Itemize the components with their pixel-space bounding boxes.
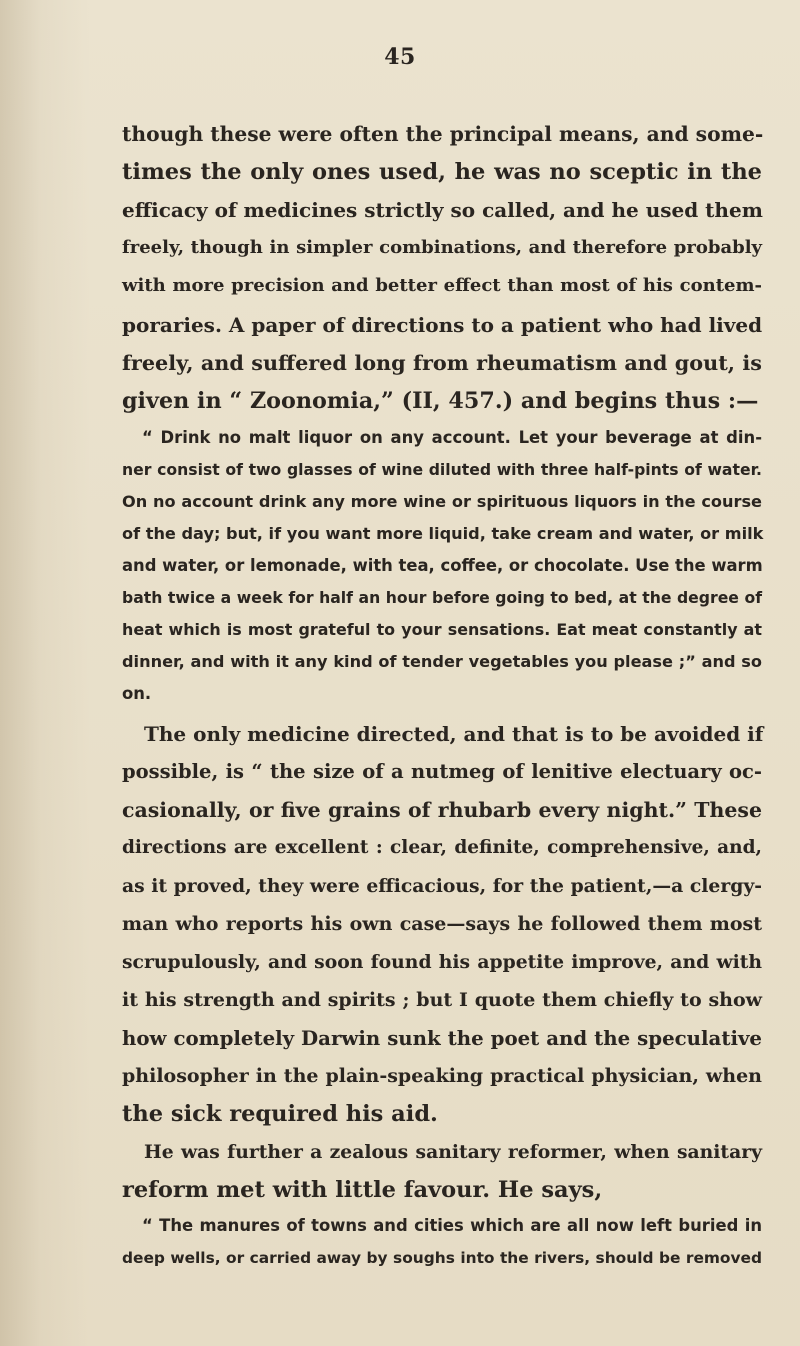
text-line: the sick required his aid. xyxy=(122,1101,438,1127)
quote-line: deep wells, or carried away by soughs into the rivers, should be removed xyxy=(122,1249,762,1267)
text-line: He was further a zealous sanitary reformer, when sanitary xyxy=(144,1141,762,1163)
quote-line: On no account drink any more wine or spirituous liquors in the course xyxy=(122,492,762,511)
quote-line: and water, or lemonade, with tea, coffee, or chocolate. Use the warm xyxy=(122,556,763,575)
text-line: given in “ Zoonomia,” (II, 457.) and begins thus :— xyxy=(122,388,759,414)
text-line: though these were often the principal means, and some- xyxy=(122,122,764,146)
text-line: philosopher in the plain-speaking practical physician, when xyxy=(122,1065,762,1087)
quote-line: on. xyxy=(122,684,152,703)
quote-line: bath twice a week for half an hour before going to bed, at the degree of xyxy=(122,588,762,607)
text-line: The only medicine directed, and that is to be avoided if xyxy=(144,722,764,746)
text-line: how completely Darwin sunk the poet and the speculative xyxy=(122,1026,762,1050)
text-line: casionally, or five grains of rhubarb every night.” These xyxy=(122,798,762,822)
quote-line: “ The manures of towns and cities which are all now left buried in xyxy=(142,1216,762,1235)
text-line: as it proved, they were efficacious, for the patient,—a clergy- xyxy=(122,875,762,897)
page-number: 45 xyxy=(384,44,416,70)
text-line: efficacy of medicines strictly so called, and he used them xyxy=(122,198,763,222)
quote-line: heat which is most grateful to your sensations. Eat meat constantly at xyxy=(122,620,762,639)
text-line: reform met with little favour. He says, xyxy=(122,1177,603,1203)
quote-line: ner consist of two glasses of wine diluted with three half-pints of water. xyxy=(122,460,762,479)
quote-line: “ Drink no malt liquor on any account. Let your beverage at din- xyxy=(142,428,762,447)
text-line: poraries. A paper of directions to a patient who had lived xyxy=(122,313,763,337)
text-line: freely, and suffered long from rheumatism and gout, is xyxy=(122,351,762,375)
text-line: times the only ones used, he was no sceptic in the xyxy=(122,159,762,185)
text-line: man who reports his own case—says he followed them most xyxy=(122,913,762,935)
quote-line: of the day; but, if you want more liquid, take cream and water, or milk xyxy=(122,524,764,543)
text-line: directions are excellent : clear, definite, comprehensive, and, xyxy=(122,837,762,858)
text-line: with more precision and better effect than most of his contem- xyxy=(122,275,762,296)
text-line: scrupulously, and soon found his appetite improve, and with xyxy=(122,951,762,973)
text-line: it his strength and spirits ; but I quote them chiefly to show xyxy=(122,989,762,1011)
text-line: possible, is “ the size of a nutmeg of lenitive electuary oc- xyxy=(122,760,762,783)
text-line: freely, though in simpler combinations, and therefore probably xyxy=(122,237,762,258)
quote-line: dinner, and with it any kind of tender vegetables you please ;” and so xyxy=(122,652,762,671)
